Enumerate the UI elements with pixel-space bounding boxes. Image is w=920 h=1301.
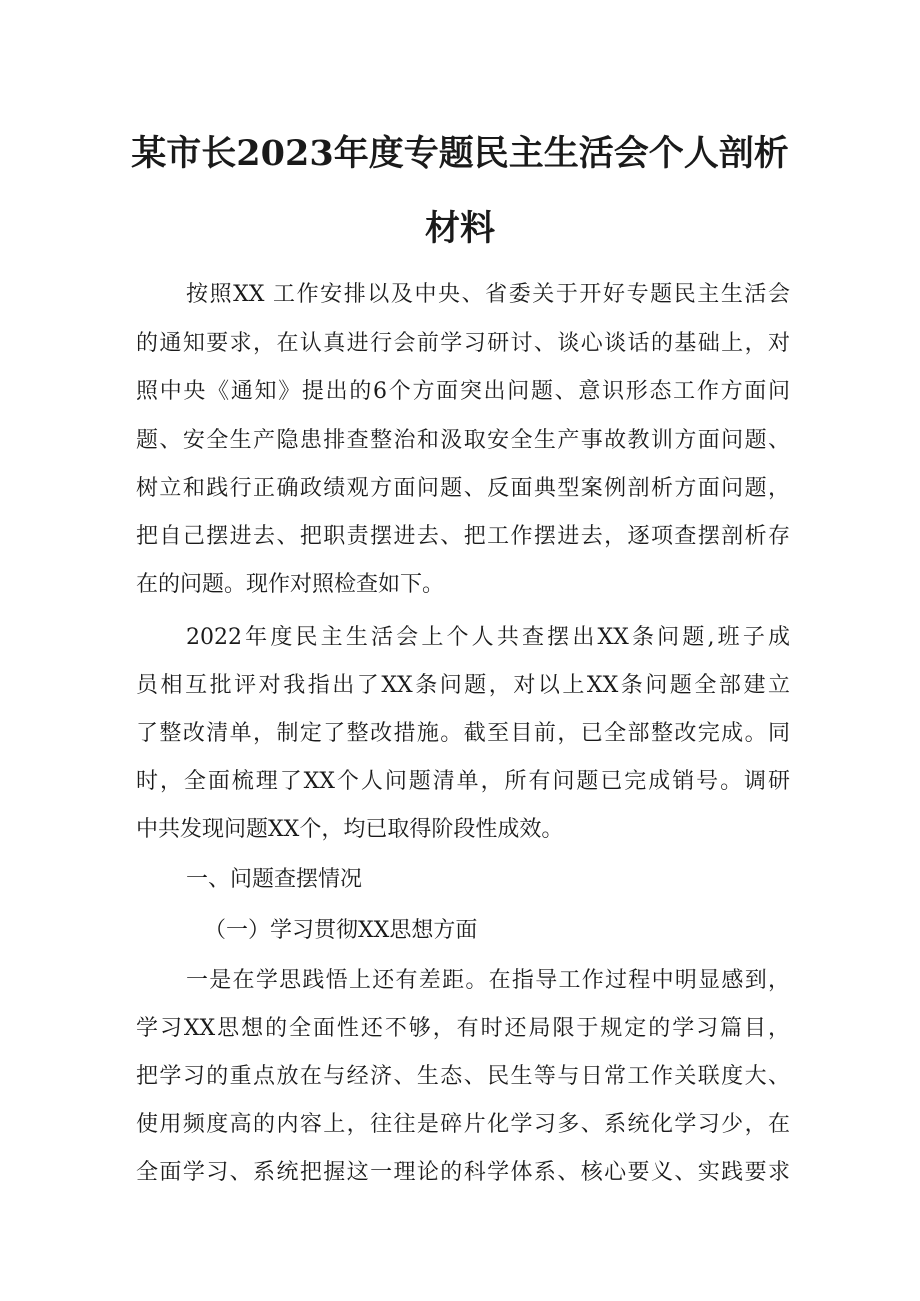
paragraph-1-line-1: 按照XX 工作安排以及中央、省委关于开好专题民主生活会 [186, 282, 790, 307]
paragraph-1-line-5: 树立和践行正确政绩观方面问题、反面典型案例剖析方面问题， [136, 476, 790, 501]
paragraph-1-line-7: 在的问题。现作对照检查如下。 [136, 572, 445, 597]
paragraph-1-line-3: 照中央《通知》提出的6个方面突出问题、意识形态工作方面问 [136, 379, 790, 404]
paragraph-3-line-1: 一是在学思践悟上还有差距。在指导工作过程中明显感到， [186, 968, 790, 993]
document-title-line-2: 材料 [424, 208, 495, 249]
paragraph-2-line-3: 了整改清单，制定了整改措施。截至目前，已全部整改完成。同 [136, 721, 790, 746]
section-heading: 一、问题查摆情况 [186, 867, 363, 892]
paragraph-2-line-5: 中共发现问题XX个，均已取得阶段性成效。 [136, 817, 564, 842]
paragraph-2-line-2: 员相互批评对我指出了XX条问题，对以上XX条问题全部建立 [136, 673, 790, 698]
paragraph-3-line-4: 使用频度高的内容上，往往是碎片化学习多、系统化学习少，在 [136, 1112, 790, 1137]
paragraph-2-line-1: 2022年度民主生活会上个人共查摆出XX条问题,班子成 [186, 625, 790, 650]
paragraph-3-line-5: 全面学习、系统把握这一理论的科学体系、核心要义、实践要求 [136, 1160, 790, 1185]
document-title-line-1: 某市长2023年度专题民主生活会个人剖析 [131, 133, 789, 174]
paragraph-3-line-3: 把学习的重点放在与经济、生态、民生等与日常工作关联度大、 [136, 1064, 790, 1089]
subsection-heading: （一）学习贯彻XX思想方面 [204, 918, 478, 943]
paragraph-2-line-4: 时，全面梳理了XX个人问题清单，所有问题已完成销号。调研 [136, 769, 790, 794]
paragraph-1-line-6: 把自己摆进去、把职责摆进去、把工作摆进去，逐项查摆剖析存 [136, 524, 790, 549]
paragraph-3-line-2: 学习XX思想的全面性还不够，有时还局限于规定的学习篇目， [136, 1016, 790, 1041]
paragraph-1-line-2: 的通知要求，在认真进行会前学习研讨、谈心谈话的基础上，对 [136, 331, 790, 356]
paragraph-1-line-4: 题、安全生产隐患排查整治和汲取安全生产事故教训方面问题、 [136, 428, 790, 453]
